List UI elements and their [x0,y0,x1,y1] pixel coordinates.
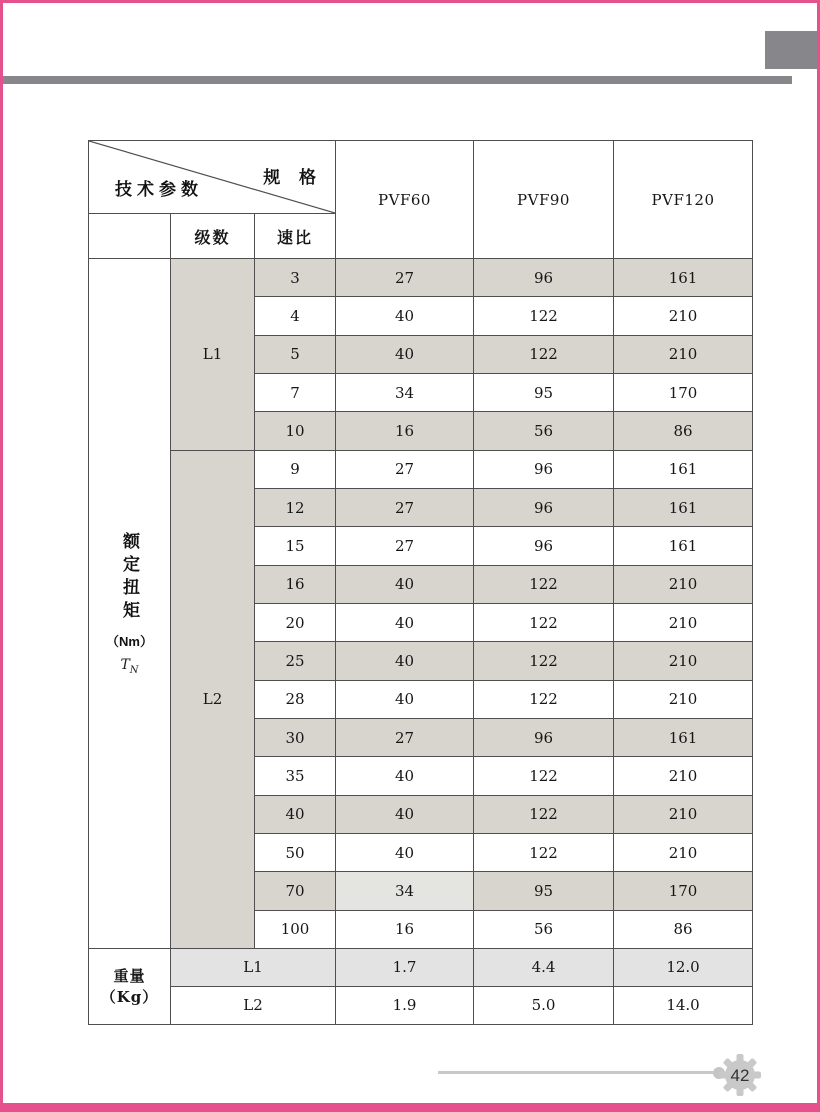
value-cell: 34 [336,373,474,411]
value-cell: 161 [614,488,753,526]
value-cell: 210 [614,565,753,603]
page-number: 42 [730,1066,750,1085]
value-cell: 40 [336,642,474,680]
weight-value: 5.0 [474,986,614,1024]
spec-label: 规 格 [263,168,324,187]
value-cell: 27 [336,259,474,297]
value-cell: 122 [474,335,614,373]
value-cell: 56 [474,412,614,450]
value-cell: 161 [614,718,753,756]
value-cell: 40 [336,757,474,795]
value-cell: 210 [614,642,753,680]
weight-label: 重量（Kg） [89,948,171,1024]
value-cell: 122 [474,565,614,603]
value-cell: 170 [614,872,753,910]
column-header-pvf120: PVF120 [614,141,753,259]
ratio-cell: 70 [255,872,336,910]
ratio-cell: 15 [255,527,336,565]
torque-symbol: $T_N$ [120,656,139,676]
column-header-pvf60: PVF60 [336,141,474,259]
value-cell: 161 [614,259,753,297]
value-cell: 210 [614,297,753,335]
value-cell: 40 [336,603,474,641]
value-cell: 210 [614,335,753,373]
ratio-cell: 35 [255,757,336,795]
top-right-gray-block [765,31,818,69]
ratio-cell: 28 [255,680,336,718]
value-cell: 96 [474,488,614,526]
weight-value: 14.0 [614,986,753,1024]
value-cell: 95 [474,373,614,411]
ratio-cell: 20 [255,603,336,641]
ratio-cell: 10 [255,412,336,450]
ratio-cell: 100 [255,910,336,948]
value-cell: 56 [474,910,614,948]
spec-table [88,140,753,1025]
stage-cell-l1: L1 [171,259,255,451]
ratio-cell: 9 [255,450,336,488]
value-cell: 122 [474,833,614,871]
value-cell: 122 [474,680,614,718]
ratio-column-header: 速比 [255,214,336,259]
value-cell: 40 [336,335,474,373]
value-cell: 27 [336,718,474,756]
ratio-cell: 3 [255,259,336,297]
empty-header-cell [89,214,171,259]
ratio-cell: 16 [255,565,336,603]
value-cell: 86 [614,910,753,948]
diagonal-header-cell [89,141,336,214]
ratio-cell: 30 [255,718,336,756]
value-cell: 34 [336,872,474,910]
value-cell: 40 [336,297,474,335]
value-cell: 40 [336,795,474,833]
value-cell: 96 [474,718,614,756]
value-cell: 210 [614,833,753,871]
gear-icon [717,1052,763,1098]
ratio-cell: 12 [255,488,336,526]
weight-value: 1.7 [336,948,474,986]
value-cell: 96 [474,450,614,488]
value-cell: 210 [614,603,753,641]
value-cell: 161 [614,450,753,488]
value-cell: 40 [336,565,474,603]
value-cell: 27 [336,527,474,565]
ratio-cell: 4 [255,297,336,335]
value-cell: 122 [474,297,614,335]
torque-vertical-text: 额定扭矩 [120,531,139,624]
value-cell: 96 [474,527,614,565]
value-cell: 161 [614,527,753,565]
value-cell: 122 [474,603,614,641]
tech-params-label: 技术参数 [115,180,203,199]
weight-stage-l2: L2 [171,986,336,1024]
weight-value: 4.4 [474,948,614,986]
value-cell: 96 [474,259,614,297]
value-cell: 210 [614,757,753,795]
ratio-cell: 50 [255,833,336,871]
value-cell: 40 [336,680,474,718]
bottom-pink-bar [3,1103,817,1109]
weight-value: 1.9 [336,986,474,1024]
weight-stage-l1: L1 [171,948,336,986]
torque-label-cell [89,259,171,949]
top-gray-rule [3,76,792,84]
column-header-pvf90: PVF90 [474,141,614,259]
value-cell: 16 [336,412,474,450]
stage-column-header: 级数 [171,214,255,259]
value-cell: 16 [336,910,474,948]
value-cell: 122 [474,642,614,680]
value-cell: 210 [614,680,753,718]
weight-value: 12.0 [614,948,753,986]
value-cell: 27 [336,488,474,526]
ratio-cell: 7 [255,373,336,411]
value-cell: 95 [474,872,614,910]
value-cell: 122 [474,757,614,795]
stage-cell-l2: L2 [171,450,255,948]
value-cell: 122 [474,795,614,833]
footer-rule [438,1071,718,1074]
torque-unit: （Nm） [106,633,153,649]
ratio-cell: 25 [255,642,336,680]
value-cell: 210 [614,795,753,833]
value-cell: 170 [614,373,753,411]
value-cell: 40 [336,833,474,871]
ratio-cell: 40 [255,795,336,833]
value-cell: 86 [614,412,753,450]
value-cell: 27 [336,450,474,488]
ratio-cell: 5 [255,335,336,373]
